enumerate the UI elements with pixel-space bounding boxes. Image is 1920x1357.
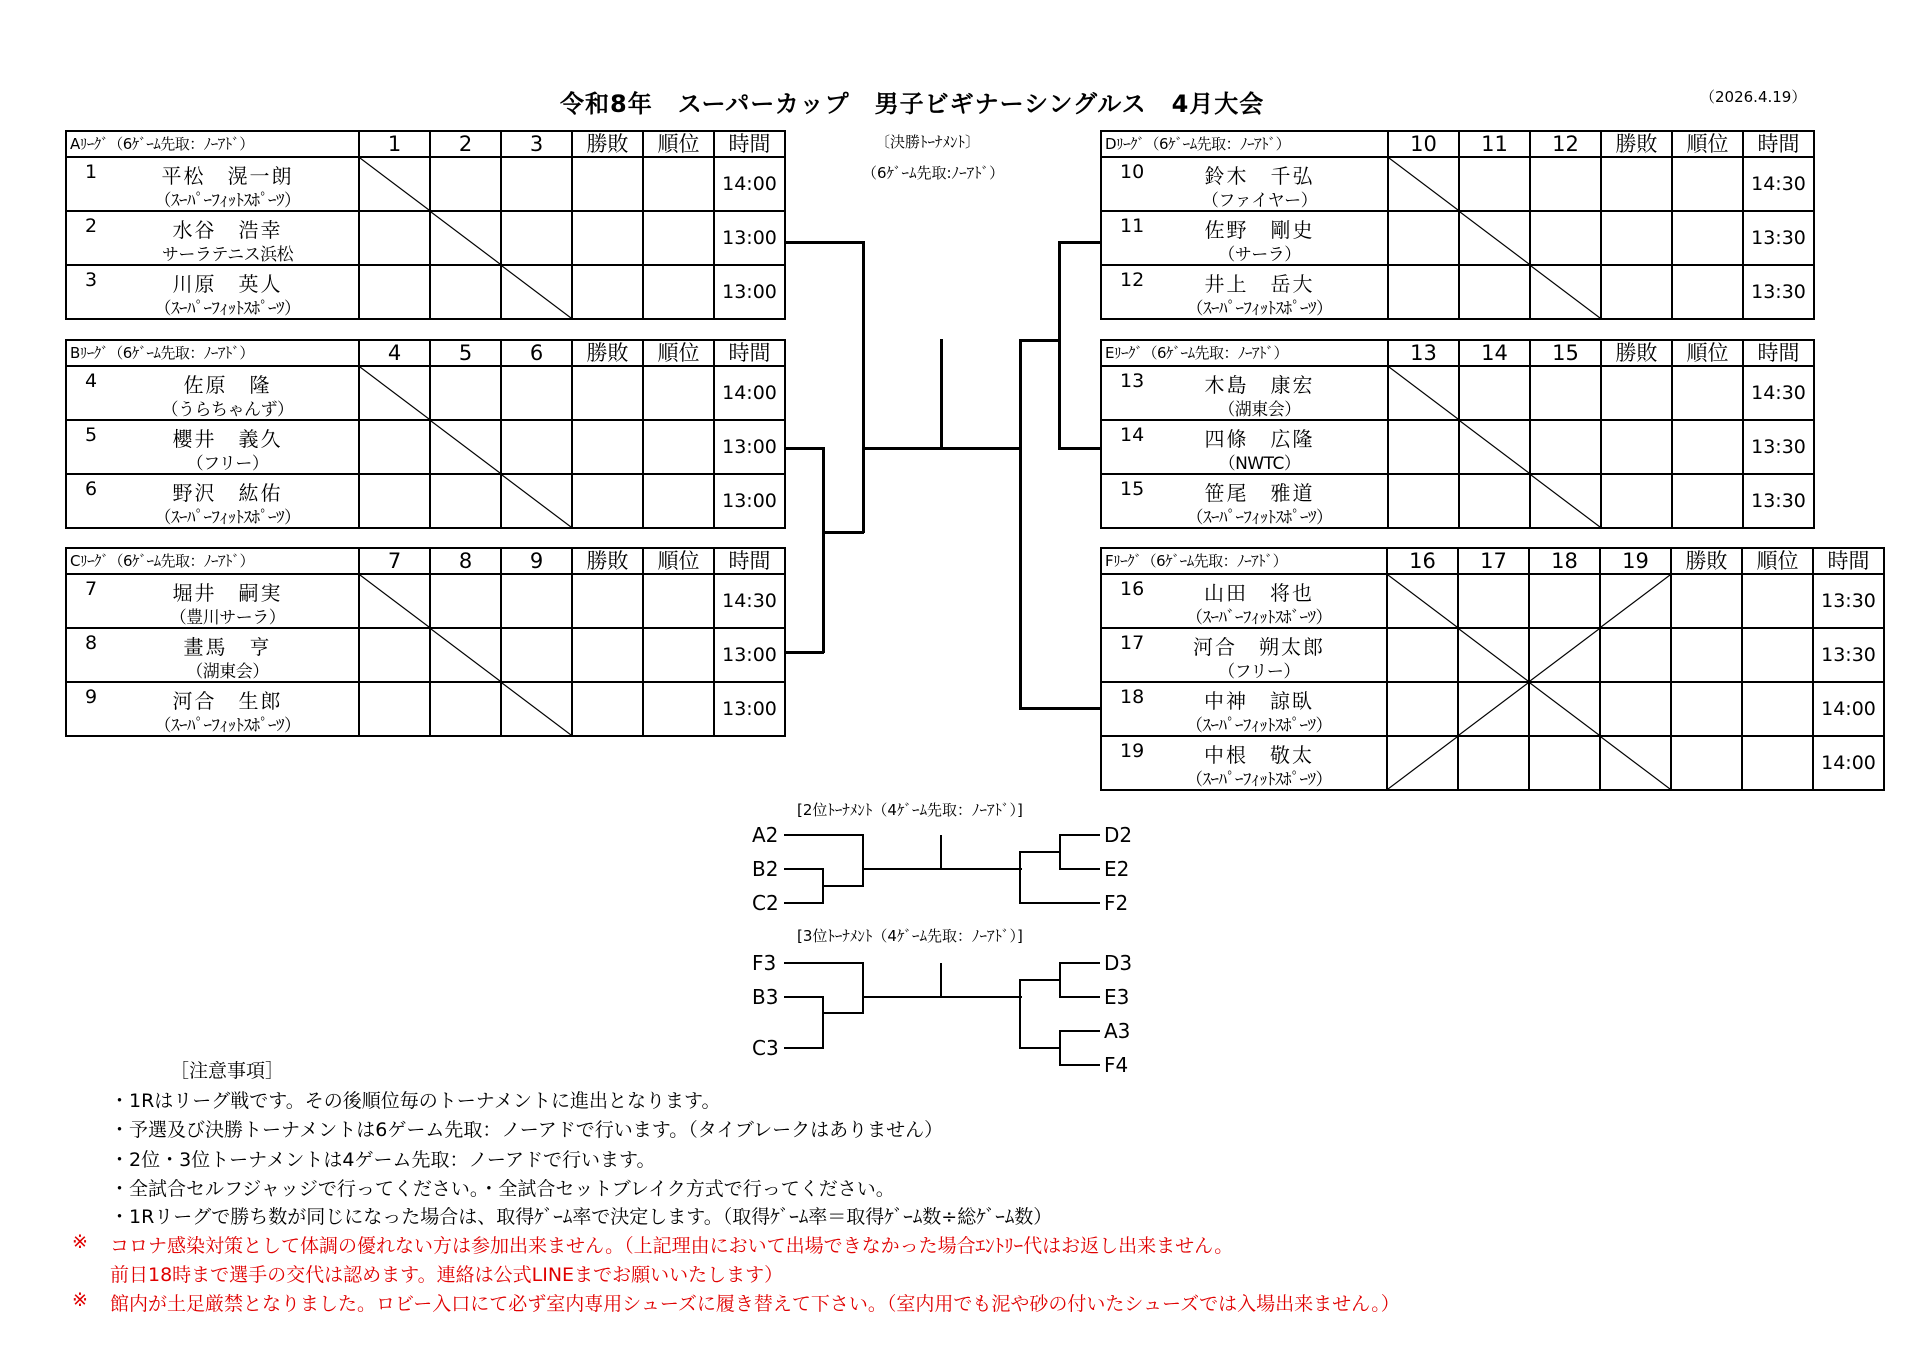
league-label: Dﾘｰｸﾞ（6ｹﾞｰﾑ先取：ﾉｰｱﾄﾞ） (1101, 131, 1388, 157)
match-score-cell[interactable] (430, 265, 501, 319)
league-label: Bﾘｰｸﾞ（6ｹﾞｰﾑ先取：ﾉｰｱﾄﾞ） (66, 340, 359, 366)
match-time: 14:00 (714, 157, 785, 211)
match-score-cell[interactable] (501, 574, 572, 628)
league-label: Fﾘｰｸﾞ（6ｹﾞｰﾑ先取：ﾉｰｱﾄﾞ） (1101, 548, 1387, 574)
match-score-cell[interactable] (430, 366, 501, 420)
player-club: （湖東会） (186, 662, 269, 682)
win-loss-cell[interactable] (572, 366, 643, 420)
match-time: 13:30 (1813, 574, 1884, 628)
player-name: 河合 生郎 (172, 689, 283, 713)
player-number: 2 (85, 215, 98, 237)
win-loss-cell[interactable] (572, 574, 643, 628)
player-number: 5 (85, 424, 98, 446)
player-name: 中神 諒臥 (1204, 689, 1314, 713)
rank-header: 順位 (1672, 131, 1743, 157)
page-title: 令和8年 スーパーカップ 男子ビギナーシングルス 4月大会 (560, 90, 1265, 118)
self-match-cell (430, 420, 501, 474)
match-score-cell[interactable] (359, 474, 430, 528)
note-item: ・予選及び決勝トーナメントは6ゲーム先取：ノーアドで行います。（タイブレークはありません） (110, 1119, 944, 1141)
league-label: Eﾘｰｸﾞ（6ｹﾞｰﾑ先取：ﾉｰｱﾄﾞ） (1101, 340, 1388, 366)
player-row (66, 574, 785, 628)
warning-mark: ※ (72, 1289, 88, 1311)
seed-label: A2 (752, 823, 779, 847)
player-number: 9 (85, 686, 98, 708)
win-loss-cell[interactable] (1671, 574, 1742, 628)
player-name: 川原 英人 (172, 272, 283, 296)
rank-cell[interactable] (643, 628, 714, 682)
rank-cell[interactable] (643, 366, 714, 420)
self-match-cell (1388, 366, 1459, 420)
opponent-column-header: 10 (1388, 131, 1459, 157)
self-match-cell (501, 682, 572, 736)
match-score-cell[interactable] (359, 211, 430, 265)
player-number: 7 (85, 578, 98, 600)
seed-label: F4 (1104, 1053, 1129, 1077)
player-club: （ｽｰﾊﾟｰﾌｨｯﾄｽﾎﾟｰﾂ） (1186, 299, 1333, 319)
opponent-column-header: 5 (430, 340, 501, 366)
player-club: （ファイヤー） (1201, 191, 1318, 211)
match-score-cell[interactable] (1459, 474, 1530, 528)
rank-cell[interactable] (1672, 366, 1743, 420)
rank-cell[interactable] (1672, 474, 1743, 528)
match-time: 13:30 (1743, 265, 1814, 319)
win-loss-cell[interactable] (1671, 628, 1742, 682)
match-score-cell[interactable] (1387, 628, 1458, 682)
match-score-cell[interactable] (1458, 574, 1529, 628)
match-time: 13:00 (714, 211, 785, 265)
opponent-column-header: 1 (359, 131, 430, 157)
player-club: （湖東会） (1218, 400, 1301, 420)
match-time: 13:00 (714, 628, 785, 682)
time-header: 時間 (1743, 340, 1814, 366)
player-row (66, 157, 785, 211)
player-row (1101, 574, 1884, 628)
match-score-cell[interactable] (430, 574, 501, 628)
match-score-cell[interactable] (1529, 628, 1600, 682)
player-row (66, 628, 785, 682)
player-row (66, 265, 785, 319)
match-time: 14:30 (1743, 157, 1814, 211)
player-club: （ｽｰﾊﾟｰﾌｨｯﾄｽﾎﾟｰﾂ） (1186, 716, 1332, 736)
player-club: サーラテニス浜松 (161, 245, 294, 265)
player-number: 12 (1120, 269, 1145, 291)
match-time: 13:30 (1743, 474, 1814, 528)
match-score-cell[interactable] (1388, 420, 1459, 474)
notes-heading: ［注意事項］ (170, 1060, 285, 1082)
league-table-f (1100, 547, 1885, 791)
rank-cell[interactable] (1742, 682, 1813, 736)
rank-cell[interactable] (643, 211, 714, 265)
self-match-cell (1530, 474, 1601, 528)
player-number: 11 (1120, 215, 1145, 237)
rank-cell[interactable] (643, 574, 714, 628)
player-name: 佐野 剛史 (1204, 218, 1315, 242)
final-tournament-subtitle: （6ｹﾞｰﾑ先取:ﾉｰｱﾄﾞ） (862, 164, 1005, 182)
seed-label: C3 (752, 1036, 779, 1060)
seed-label: D2 (1104, 823, 1133, 847)
opponent-column-header: 16 (1387, 548, 1458, 574)
player-row (1101, 420, 1814, 474)
match-time: 13:30 (1813, 628, 1884, 682)
self-match-cell (1529, 682, 1600, 736)
self-match-cell (1388, 157, 1459, 211)
win-loss-header: 勝敗 (572, 548, 643, 574)
rank-cell[interactable] (1742, 628, 1813, 682)
player-club: （フリー） (186, 454, 269, 474)
self-match-cell (359, 366, 430, 420)
player-number: 1 (85, 161, 98, 183)
player-club: （NWTC） (1218, 454, 1301, 474)
self-match-cell (1459, 420, 1530, 474)
player-name: 畫馬 亨 (183, 635, 272, 659)
self-match-cell (1600, 736, 1671, 790)
match-score-cell[interactable] (430, 157, 501, 211)
player-row (1101, 211, 1814, 265)
win-loss-cell[interactable] (1601, 366, 1672, 420)
player-number: 8 (85, 632, 98, 654)
player-club: （うらちゃんず） (161, 400, 294, 420)
player-club: （ｽｰﾊﾟｰﾌｨｯﾄｽﾎﾟｰﾂ） (1186, 508, 1333, 528)
warning-line: コロナ感染対策として体調の優れない方は参加出来ません。（上記理由において出場できなかった場合ｴﾝﾄﾘｰ代はお返し出来ません。 (110, 1235, 1234, 1257)
player-name: 河合 朔太郎 (1193, 635, 1325, 659)
opponent-column-header: 2 (430, 131, 501, 157)
win-loss-cell[interactable] (1671, 682, 1742, 736)
league-table-e (1100, 339, 1815, 529)
match-score-cell[interactable] (501, 157, 572, 211)
match-time: 13:00 (714, 265, 785, 319)
rank-header: 順位 (1742, 548, 1813, 574)
player-number: 18 (1120, 686, 1145, 708)
match-score-cell[interactable] (430, 682, 501, 736)
win-loss-header: 勝敗 (572, 340, 643, 366)
player-number: 6 (85, 478, 98, 500)
opponent-column-header: 8 (430, 548, 501, 574)
player-row (1101, 736, 1884, 790)
match-time: 14:00 (1813, 682, 1884, 736)
player-row (66, 474, 785, 528)
match-time: 13:00 (714, 420, 785, 474)
player-number: 4 (85, 370, 98, 392)
opponent-column-header: 7 (359, 548, 430, 574)
match-time: 13:00 (714, 682, 785, 736)
event-date: （2026.4.19） (1700, 88, 1807, 106)
match-time: 13:00 (714, 474, 785, 528)
match-time: 14:30 (1743, 366, 1814, 420)
self-match-cell (1459, 211, 1530, 265)
league-table-b (65, 339, 786, 529)
match-score-cell[interactable] (1600, 628, 1671, 682)
player-number: 15 (1120, 478, 1145, 500)
win-loss-cell[interactable] (572, 265, 643, 319)
match-score-cell[interactable] (359, 628, 430, 682)
player-club: （ｽｰﾊﾟｰﾌｨｯﾄｽﾎﾟｰﾂ） (1186, 770, 1332, 790)
opponent-column-header: 3 (501, 131, 572, 157)
player-number: 13 (1120, 370, 1145, 392)
win-loss-cell[interactable] (1671, 736, 1742, 790)
rank-cell[interactable] (643, 157, 714, 211)
opponent-column-header: 18 (1529, 548, 1600, 574)
player-number: 16 (1120, 578, 1145, 600)
seed-label: A3 (1104, 1019, 1131, 1043)
win-loss-header: 勝敗 (1601, 131, 1672, 157)
seed-label: E3 (1104, 985, 1130, 1009)
league-label: Cﾘｰｸﾞ（6ｹﾞｰﾑ先取：ﾉｰｱﾄﾞ） (66, 548, 359, 574)
match-score-cell[interactable] (1530, 420, 1601, 474)
player-name: 四條 広隆 (1204, 427, 1315, 451)
opponent-column-header: 14 (1459, 340, 1530, 366)
win-loss-header: 勝敗 (1601, 340, 1672, 366)
player-name: 笹尾 雅道 (1204, 481, 1315, 505)
player-name: 山田 将也 (1204, 581, 1314, 605)
player-row (66, 366, 785, 420)
win-loss-cell[interactable] (572, 682, 643, 736)
win-loss-cell[interactable] (572, 420, 643, 474)
note-item: ・1Rリーグで勝ち数が同じになった場合は、取得ｹﾞｰﾑ率で決定します。（取得ｹﾞｰﾑ率＝取得ｹﾞｰﾑ数÷総ｹﾞｰﾑ数） (110, 1206, 1053, 1228)
player-name: 中根 敬太 (1204, 743, 1314, 767)
self-match-cell (430, 628, 501, 682)
rank-cell[interactable] (1742, 736, 1813, 790)
time-header: 時間 (714, 340, 785, 366)
seed-label: F3 (752, 951, 777, 975)
player-name: 井上 岳大 (1204, 272, 1315, 296)
opponent-column-header: 19 (1600, 548, 1671, 574)
player-row (66, 211, 785, 265)
player-row (1101, 628, 1884, 682)
warning-mark: ※ (72, 1231, 88, 1253)
time-header: 時間 (1813, 548, 1884, 574)
opponent-column-header: 11 (1459, 131, 1530, 157)
match-score-cell[interactable] (1458, 682, 1529, 736)
player-club: （豊川サーラ） (169, 608, 286, 628)
self-match-cell (501, 265, 572, 319)
player-name: 野沢 紘佑 (172, 481, 283, 505)
rank-cell[interactable] (643, 265, 714, 319)
rank-cell[interactable] (1672, 265, 1743, 319)
match-score-cell[interactable] (1387, 682, 1458, 736)
opponent-column-header: 17 (1458, 548, 1529, 574)
win-loss-cell[interactable] (572, 474, 643, 528)
win-loss-header: 勝敗 (572, 131, 643, 157)
player-number: 19 (1120, 740, 1145, 762)
time-header: 時間 (1743, 131, 1814, 157)
player-row (1101, 265, 1814, 319)
match-score-cell[interactable] (1459, 157, 1530, 211)
rank-cell[interactable] (1672, 157, 1743, 211)
warning-line: 前日18時まで選手の交代は認めます。連絡は公式LINEまでお願いいたします） (110, 1264, 784, 1286)
opponent-column-header: 6 (501, 340, 572, 366)
player-row (1101, 474, 1814, 528)
match-score-cell[interactable] (1387, 736, 1458, 790)
final-tournament-title: 〔決勝ﾄｰﾅﾒﾝﾄ〕 (875, 133, 981, 151)
seed-label: F2 (1104, 891, 1129, 915)
rank-cell[interactable] (1742, 574, 1813, 628)
note-item: ・1Rはリーグ戦です。その後順位毎のトーナメントに進出となります。 (110, 1090, 721, 1112)
player-name: 鈴木 千弘 (1204, 164, 1315, 188)
win-loss-cell[interactable] (1601, 211, 1672, 265)
rank-cell[interactable] (1672, 211, 1743, 265)
match-time: 14:30 (714, 574, 785, 628)
win-loss-cell[interactable] (1601, 420, 1672, 474)
player-row (1101, 366, 1814, 420)
rank-cell[interactable] (643, 420, 714, 474)
time-header: 時間 (714, 131, 785, 157)
time-header: 時間 (714, 548, 785, 574)
match-score-cell[interactable] (1530, 157, 1601, 211)
player-club: （ｽｰﾊﾟｰﾌｨｯﾄｽﾎﾟｰﾂ） (154, 716, 301, 736)
match-score-cell[interactable] (1529, 574, 1600, 628)
rank-cell[interactable] (1672, 420, 1743, 474)
player-number: 14 (1120, 424, 1145, 446)
match-score-cell[interactable] (1388, 211, 1459, 265)
player-name: 木島 康宏 (1204, 373, 1315, 397)
match-score-cell[interactable] (359, 420, 430, 474)
league-table-c (65, 547, 786, 737)
player-name: 水谷 浩幸 (172, 218, 283, 242)
win-loss-cell[interactable] (572, 628, 643, 682)
player-number: 3 (85, 269, 98, 291)
player-club: （ｽｰﾊﾟｰﾌｨｯﾄｽﾎﾟｰﾂ） (154, 299, 301, 319)
seed-label: E2 (1104, 857, 1130, 881)
opponent-column-header: 15 (1530, 340, 1601, 366)
rank-cell[interactable] (643, 682, 714, 736)
match-score-cell[interactable] (1530, 366, 1601, 420)
player-name: 平松 滉一朗 (161, 164, 294, 188)
player-number: 17 (1120, 632, 1145, 654)
player-club: （ｽｰﾊﾞｰﾌｨｯﾄｽﾎﾞｰﾂ） (1186, 608, 1332, 628)
match-score-cell[interactable] (501, 211, 572, 265)
note-item: ・全試合セルフジャッジで行ってください。・全試合セットブレイク方式で行ってください。 (110, 1178, 895, 1200)
rank-header: 順位 (643, 131, 714, 157)
self-match-cell (1387, 574, 1458, 628)
player-number: 10 (1120, 161, 1145, 183)
player-row (66, 420, 785, 474)
win-loss-cell[interactable] (1601, 265, 1672, 319)
match-score-cell[interactable] (1530, 211, 1601, 265)
match-score-cell[interactable] (1600, 682, 1671, 736)
match-time: 13:30 (1743, 211, 1814, 265)
match-time: 13:30 (1743, 420, 1814, 474)
seed-label: D3 (1104, 951, 1133, 975)
player-name: 佐原 隆 (183, 373, 272, 397)
player-row (1101, 157, 1814, 211)
match-score-cell[interactable] (359, 265, 430, 319)
rank-header: 順位 (1672, 340, 1743, 366)
second-tournament-title: [2位ﾄｰﾅﾒﾝﾄ（4ｹﾞｰﾑ先取：ﾉｰｱﾄﾞ）] (797, 801, 1023, 819)
league-label: Aﾘｰｸﾞ（6ｹﾞｰﾑ先取：ﾉｰｱﾄﾞ） (66, 131, 359, 157)
note-item: ・2位・3位トーナメントは4ゲーム先取：ノーアドで行います。 (110, 1149, 656, 1171)
rank-header: 順位 (643, 548, 714, 574)
seed-label: C2 (752, 891, 779, 915)
self-match-cell (1530, 265, 1601, 319)
match-score-cell[interactable] (1529, 736, 1600, 790)
player-row (1101, 682, 1884, 736)
win-loss-cell[interactable] (572, 211, 643, 265)
self-match-cell (430, 211, 501, 265)
self-match-cell (501, 474, 572, 528)
opponent-column-header: 12 (1530, 131, 1601, 157)
third-tournament-title: [3位ﾄｰﾅﾒﾝﾄ（4ｹﾞｰﾑ先取：ﾉｰｱﾄﾞ）] (797, 927, 1023, 945)
self-match-cell (359, 574, 430, 628)
opponent-column-header: 9 (501, 548, 572, 574)
seed-label: B3 (752, 985, 779, 1009)
opponent-column-header: 13 (1388, 340, 1459, 366)
match-score-cell[interactable] (1459, 366, 1530, 420)
match-score-cell[interactable] (1600, 574, 1671, 628)
warning-line: 館内が土足厳禁となりました。ロビー入口にて必ず室内専用シューズに履き替えて下さい。（室内用でも泥や砂の付いたシューズでは入場出来ません。） (110, 1293, 1400, 1315)
player-club: （フリー） (1218, 662, 1300, 682)
league-table-d (1100, 130, 1815, 320)
player-club: （サーラ） (1218, 245, 1301, 265)
player-club: （ｽｰﾊﾟｰﾌｨｯﾄｽﾎﾟｰﾂ） (154, 191, 301, 211)
win-loss-cell[interactable] (1601, 157, 1672, 211)
match-score-cell[interactable] (1458, 736, 1529, 790)
seed-label: B2 (752, 857, 779, 881)
self-match-cell (1458, 628, 1529, 682)
self-match-cell (359, 157, 430, 211)
opponent-column-header: 4 (359, 340, 430, 366)
league-table-a (65, 130, 786, 320)
rank-cell[interactable] (643, 474, 714, 528)
match-score-cell[interactable] (1388, 265, 1459, 319)
win-loss-cell[interactable] (572, 157, 643, 211)
match-score-cell[interactable] (501, 628, 572, 682)
player-club: （ｽｰﾊﾟｰﾌｨｯﾄｽﾎﾟｰﾂ） (154, 508, 301, 528)
match-score-cell[interactable] (430, 474, 501, 528)
win-loss-cell[interactable] (1601, 474, 1672, 528)
match-time: 14:00 (1813, 736, 1884, 790)
match-score-cell[interactable] (359, 682, 430, 736)
rank-header: 順位 (643, 340, 714, 366)
match-score-cell[interactable] (1459, 265, 1530, 319)
player-name: 櫻井 義久 (172, 427, 283, 451)
player-row (66, 682, 785, 736)
player-name: 堀井 嗣実 (172, 581, 283, 605)
match-score-cell[interactable] (501, 366, 572, 420)
match-time: 14:00 (714, 366, 785, 420)
win-loss-header: 勝敗 (1671, 548, 1742, 574)
match-score-cell[interactable] (501, 420, 572, 474)
match-score-cell[interactable] (1388, 474, 1459, 528)
